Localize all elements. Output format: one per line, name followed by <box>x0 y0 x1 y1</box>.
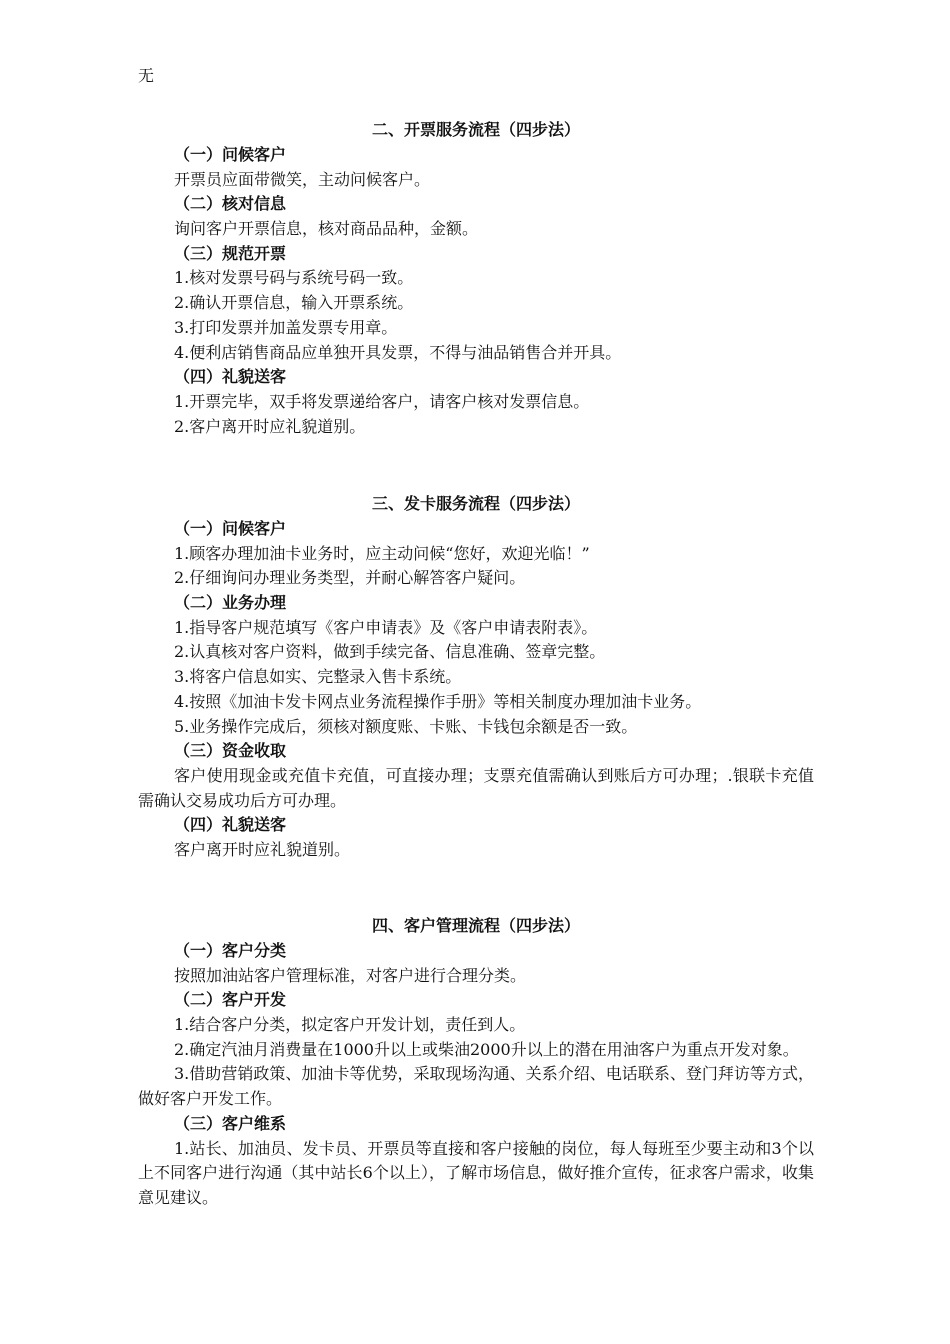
step-heading: （二）客户开发 <box>174 990 287 1010</box>
step-text: 开票员应面带微笑，主动问候客户。 <box>174 169 431 189</box>
step-heading: （一）问候客户 <box>174 145 287 164</box>
step-paragraph: 2.确定汽油月消费量在1000升以上或柴油2000升以上的潜在用油客户为重点开发对象。 <box>174 1039 799 1059</box>
step-heading: （三）客户维系 <box>174 1113 287 1133</box>
step-text: 3.将客户信息如实、完整录入售卡系统。 <box>174 667 462 687</box>
step-heading: （四）礼貌送客 <box>174 815 287 835</box>
step-text: 2.仔细询问办理业务类型，并耐心解答客户疑问。 <box>174 568 526 588</box>
step-paragraph: 1.站长、加油员、发卡员、开票员等直接和客户接触的岗位，每人每班至少要主动和3个以上不同客户进行沟通（其中站长6个以上），了解市场信息，做好推介宣传，征求客户需求，收集意见建议。 <box>138 1138 814 1207</box>
section-customer-management <box>138 913 814 1211</box>
step-text: 3.打印发票并加盖发票专用章。 <box>174 317 398 337</box>
step-text: 4.便利店销售商品应单独开具发票，不得与油品销售合并开具。 <box>174 342 622 362</box>
step-text: 2.客户离开时应礼貌道别。 <box>174 416 366 436</box>
step-heading: （四）礼貌送客 <box>174 367 287 387</box>
step-text: 1.顾客办理加油卡业务时，应主动问候“您好，欢迎光临！” <box>174 543 590 563</box>
step-text: 4.按照《加油卡发卡网点业务流程操作手册》等相关制度办理加油卡业务。 <box>174 691 702 711</box>
step-paragraph: 客户使用现金或充值卡充值，可直接办理；支票充值需确认到账后方可办理；.银联卡充值需确认交易成功后方可办理。 <box>138 765 814 810</box>
corner-mark: 无 <box>138 66 155 85</box>
step-paragraph: 3.借助营销政策、加油卡等优势，采取现场沟通、关系介绍、电话联系、登门拜访等方式，做好客户开发工作。 <box>138 1064 814 1109</box>
section-title: 二、开票服务流程（四步法） <box>371 120 580 139</box>
step-heading: （三）规范开票 <box>174 243 287 263</box>
step-heading: （三）资金收取 <box>174 741 287 761</box>
step-heading: （二）核对信息 <box>174 194 287 214</box>
step-text: 1.结合客户分类，拟定客户开发计划，责任到人。 <box>174 1015 526 1035</box>
step-text: 2.认真核对客户资料，做到手续完备、信息准确、签章完整。 <box>174 642 606 662</box>
step-text: 客户离开时应礼貌道别。 <box>174 840 351 860</box>
section-invoice-process <box>138 117 814 439</box>
step-heading: （二）业务办理 <box>174 593 287 613</box>
step-text: 5.业务操作完成后，须核对额度账、卡账、卡钱包余额是否一致。 <box>174 716 638 736</box>
step-text: 询问客户开票信息，核对商品品种，金额。 <box>174 219 479 239</box>
step-text: 1.开票完毕，双手将发票递给客户，请客户核对发票信息。 <box>174 391 590 411</box>
step-text: 1.核对发票号码与系统号码一致。 <box>174 268 414 288</box>
step-text: 2.确认开票信息，输入开票系统。 <box>174 293 414 313</box>
section-title: 三、发卡服务流程（四步法） <box>371 494 580 513</box>
step-heading: （一）问候客户 <box>174 519 287 538</box>
step-text: 按照加油站客户管理标准，对客户进行合理分类。 <box>174 965 527 985</box>
section-title: 四、客户管理流程（四步法） <box>371 916 580 935</box>
step-heading: （一）客户分类 <box>174 941 287 960</box>
step-text: 1.指导客户规范填写《客户申请表》及《客户申请表附表》。 <box>174 617 598 637</box>
section-card-process <box>138 491 814 863</box>
